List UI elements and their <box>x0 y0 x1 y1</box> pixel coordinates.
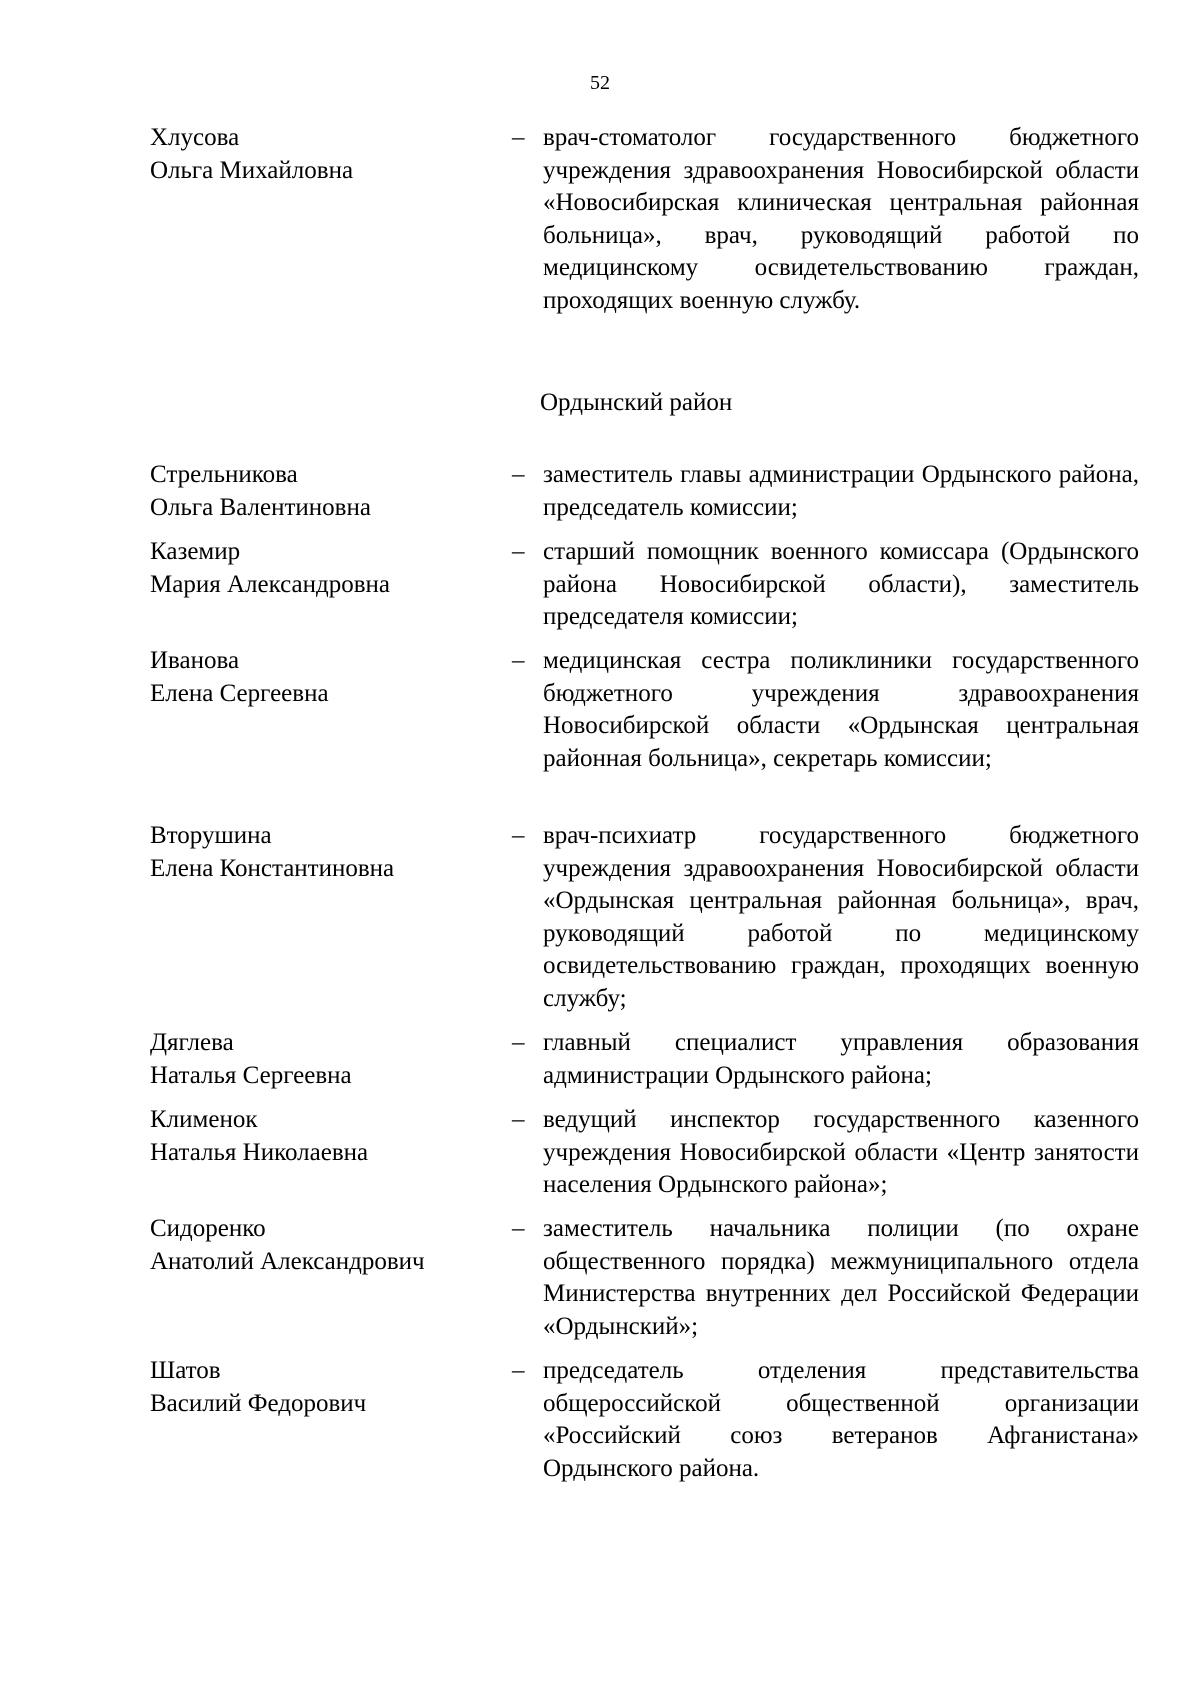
entry-dash: – <box>512 461 525 488</box>
member-given-names: Анатолий Александрович <box>150 1247 425 1275</box>
member-given-names: Ольга Валентиновна <box>150 493 371 521</box>
entry-dash: – <box>512 538 525 565</box>
member-surname: Вторушина <box>150 822 272 849</box>
member-given-names: Наталья Сергеевна <box>150 1061 352 1089</box>
member-name <box>150 1027 490 1092</box>
member-position: старший помощник военного комиссара (Ордынского района Новосибирской области), заместитель председателя комиссии; <box>543 538 1139 630</box>
page-number: 52 <box>590 72 610 94</box>
member-surname: Шатов <box>150 1357 221 1384</box>
member-position: заместитель главы администрации Ордынского района, председатель комиссии; <box>543 461 1139 521</box>
member-given-names: Елена Сергеевна <box>150 679 329 707</box>
member-position: заместитель начальника полиции (по охране общественного порядка) межмуниципального отдела Министерства внутренних дел Российской Федерации «Ордынский»; <box>543 1215 1139 1340</box>
member-position: главный специалист управления образования администрации Ордынского района; <box>543 1029 1139 1089</box>
member-position: врач-психиатр государственного бюджетного учреждения здравоохранения Новосибирской области «Ордынская центральная районная больница», врач, руководящий работой по медицинскому освидетельствованию граждан, проходящих военную службу; <box>543 822 1139 1012</box>
member-position: врач-стоматолог государственного бюджетного учреждения здравоохранения Новосибирской области «Новосибирская клиническая центральная районная больница», врач, руководящий работой по медицинскому освидетельствованию граждан, проходящих военную службу. <box>543 124 1139 314</box>
member-name <box>150 1355 490 1420</box>
member-name <box>150 1213 490 1278</box>
member-surname: Каземир <box>150 538 241 565</box>
member-name <box>150 645 490 710</box>
member-name <box>150 536 490 601</box>
member-given-names: Мария Александровна <box>150 570 390 598</box>
member-name <box>150 122 490 187</box>
member-surname: Стрельникова <box>150 461 298 488</box>
member-given-names: Ольга Михайловна <box>150 156 354 184</box>
entry-dash: – <box>512 124 525 151</box>
entry-dash: – <box>512 1215 525 1242</box>
entry-dash: – <box>512 1357 525 1384</box>
entry-dash: – <box>512 647 525 674</box>
member-name <box>150 459 490 524</box>
member-surname: Хлусова <box>150 124 240 151</box>
district-heading: Ордынский район <box>540 389 733 416</box>
entry-dash: – <box>512 1029 525 1056</box>
member-surname: Клименок <box>150 1106 258 1133</box>
member-position: медицинская сестра поликлиники государственного бюджетного учреждения здравоохранения Новосибирской области «Ордынская центральная районная больница», секретарь комиссии; <box>543 647 1139 772</box>
member-name <box>150 820 490 885</box>
entry-dash: – <box>512 822 525 849</box>
member-given-names: Василий Федорович <box>150 1389 367 1417</box>
member-name <box>150 1104 490 1169</box>
member-position: председатель отделения представительства общероссийской общественной организации «Российский союз ветеранов Афганистана» Ордынского района. <box>543 1357 1139 1482</box>
entry-dash: – <box>512 1106 525 1133</box>
member-given-names: Наталья Николаевна <box>150 1138 369 1166</box>
member-position: ведущий инспектор государственного казенного учреждения Новосибирской области «Центр занятости населения Ордынского района»; <box>543 1106 1139 1198</box>
member-given-names: Елена Константиновна <box>150 854 395 882</box>
member-surname: Иванова <box>150 647 240 674</box>
member-surname: Сидоренко <box>150 1215 266 1242</box>
member-surname: Дяглева <box>150 1029 234 1056</box>
